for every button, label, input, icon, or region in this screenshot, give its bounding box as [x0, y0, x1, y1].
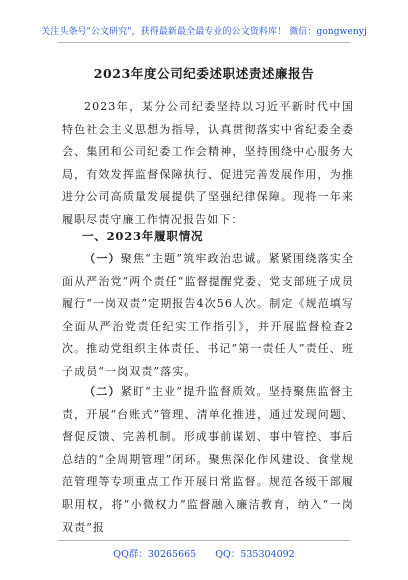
- item-2-text: 紧盯“主业”提升监督质效。坚持聚焦监督主责，开展“台账式”管理、清单化推进，通过发现问题、督促反馈、完善机制。形成事前谋划、事中管控、事后总结的“全周期管理”闭环。聚焦深化作风建设、食堂规范管理等专项重点工作开展日常监督。规范各级干部履职用权，将“小微权力”监督融入廉洁教育，纳入“一岗双责”报: [62, 385, 354, 534]
- header-divider: [58, 42, 350, 43]
- item-2-paragraph: [62, 381, 354, 539]
- document-title: 2023年度公司纪委述职述责述廉报告: [93, 66, 315, 81]
- item-1-paragraph: [62, 248, 354, 384]
- item-2-number: （二）: [84, 385, 121, 398]
- footer-contact: QQ群：30265665 QQ：535304092: [113, 549, 295, 560]
- item-1-number: （一）: [84, 252, 121, 265]
- intro-paragraph: [62, 96, 354, 232]
- intro-text: 2023年，某分公司纪委坚持以习近平新时代中国特色社会主义思想为指导，认真贯彻落实中省纪委全委会、集团和公司纪委工作会精神，坚持围绕中心服务大局，有效发挥监督保障执行、促进完善发展作用，为推进分公司高质量发展提供了坚强纪律保障。现将一年来履职尽责守廉工作情况报告如下：: [62, 100, 354, 226]
- header-banner: 关注头条号"公文研究"，获得最新最全最专业的公文资料库！ 微信：gongwenyj: [41, 27, 367, 37]
- section-heading: 一、2023年履职情况: [82, 229, 204, 243]
- item-1-text: 聚焦“主题”筑牢政治忠诚。紧紧围绕落实全面从严治党“两个责任”监督提醒党委、党支部班子成员履行“一岗双责”定期报告4次56人次。制定《规范填写全面从严治党责任纪实工作指引》，并开展监督检查2次。推动党组织主体责任、书记“第一责任人”责任、班子成员“一岗双责”落实。: [62, 252, 354, 378]
- footer-divider: [58, 540, 350, 541]
